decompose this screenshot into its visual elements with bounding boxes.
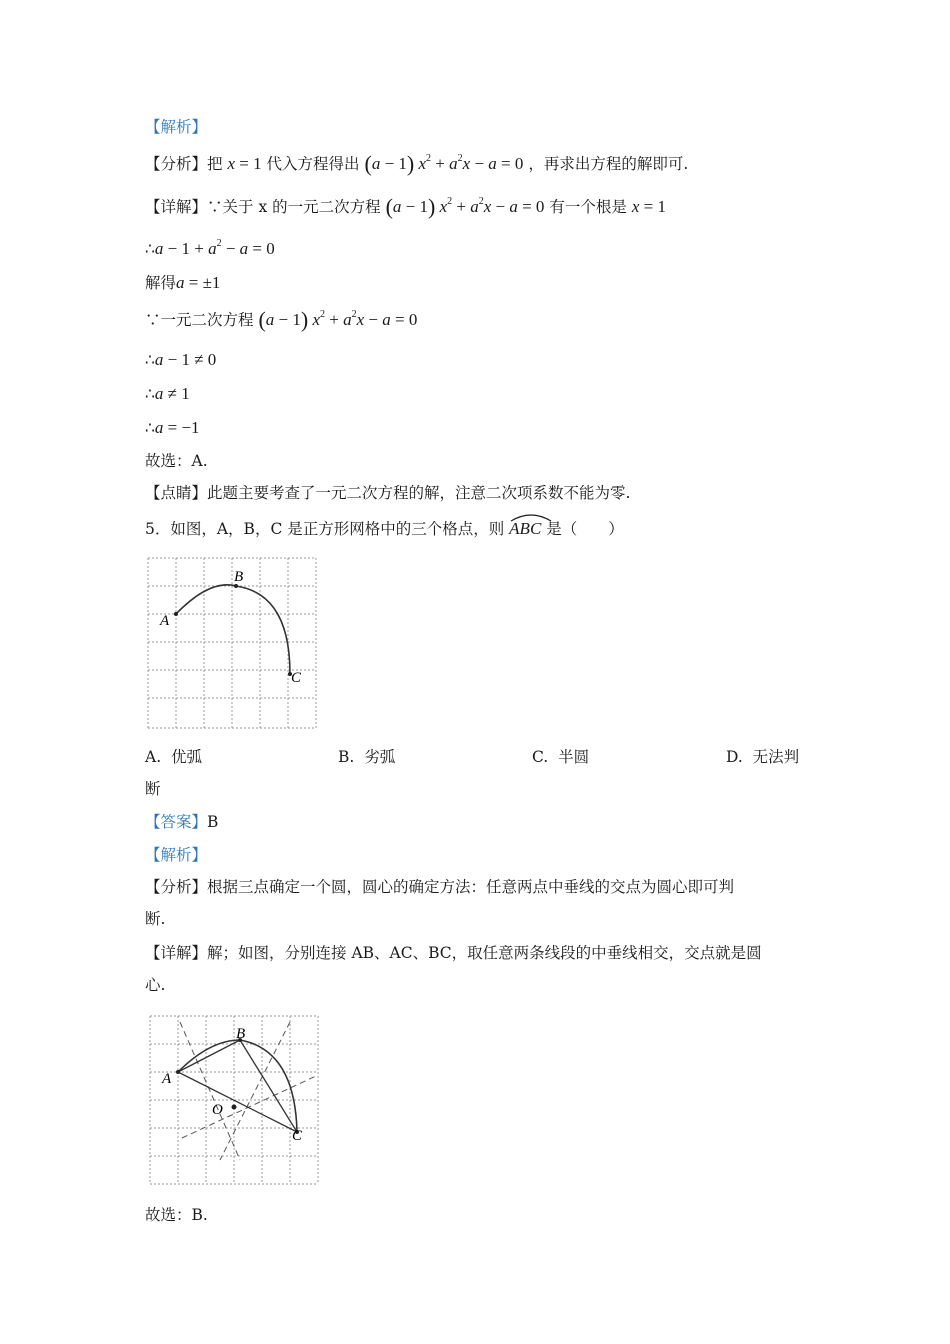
- point-o-label: O: [212, 1102, 223, 1118]
- step-because: ∵一元二次方程 (a − 1) $x^2 + a^2x - a = 0$: [145, 307, 418, 332]
- arc-symbol-icon: [509, 512, 553, 522]
- point-a-label-2: A: [162, 1071, 172, 1087]
- option-a: A. 优弧: [145, 748, 202, 766]
- choose-b: 故选：B.: [145, 1206, 208, 1224]
- option-d: D. 无法判: [726, 748, 800, 766]
- step-substitute: ∴a − $1 + a^2 - a = 0$: [145, 238, 275, 258]
- point-a-label: A: [160, 613, 170, 629]
- option-b: B. 劣弧: [338, 748, 396, 766]
- analysis-paragraph-2: 【分析】根据三点确定一个圆，圆心的确定方法：任意两点中垂线的交点为圆心即可判: [145, 878, 735, 896]
- remark-paragraph: 【点睛】此题主要考查了一元二次方程的解，注意二次项系数不能为零.: [145, 484, 631, 502]
- answer-line: 【答案】B: [145, 813, 219, 831]
- detail-paragraph: 【详解】∵关于 x 的一元二次方程 (a − 1) $x^2 + a^2x - a = 0$ 有一个根是 x = 1: [145, 194, 666, 219]
- point-c-label-2: C: [292, 1128, 303, 1144]
- option-d-wrap: 断: [145, 780, 161, 798]
- analysis-paragraph: 【分析】把 x = 1 代入方程得出 (a − 1) $x^2 + a^2x - a = 0$ ，再求出方程的解即可.: [145, 151, 689, 176]
- question-5: 5．如图，A，B，C 是正方形网格中的三个格点，则 ABC 是（ ）: [145, 518, 624, 540]
- detail-wrap-2: 心.: [145, 976, 166, 994]
- step-solve: 解得a = ±1: [145, 273, 221, 292]
- step-result: ∴a = −1: [145, 418, 200, 437]
- point-c-label: C: [291, 670, 302, 686]
- step-not-one: ∴a ≠ 1: [145, 384, 190, 403]
- option-c: C. 半圆: [532, 748, 590, 766]
- choose-a: 故选：A.: [145, 452, 208, 470]
- point-b-label-2: B: [236, 1026, 246, 1042]
- question-figure: [140, 554, 325, 734]
- jiexi-heading: 【解析】: [145, 118, 208, 136]
- analysis-wrap-2: 断.: [145, 910, 166, 928]
- detail-paragraph-2: 【详解】解；如图，分别连接 AB、AC、BC，取任意两条线段的中垂线相交，交点就是圆: [145, 944, 762, 962]
- arc-abc-label: ABC: [509, 518, 541, 540]
- solution-figure: [140, 1010, 325, 1190]
- jiexi-heading-2: 【解析】: [145, 846, 208, 864]
- step-nonzero: ∴a − 1 ≠ 0: [145, 350, 217, 369]
- point-b-label: B: [234, 569, 244, 585]
